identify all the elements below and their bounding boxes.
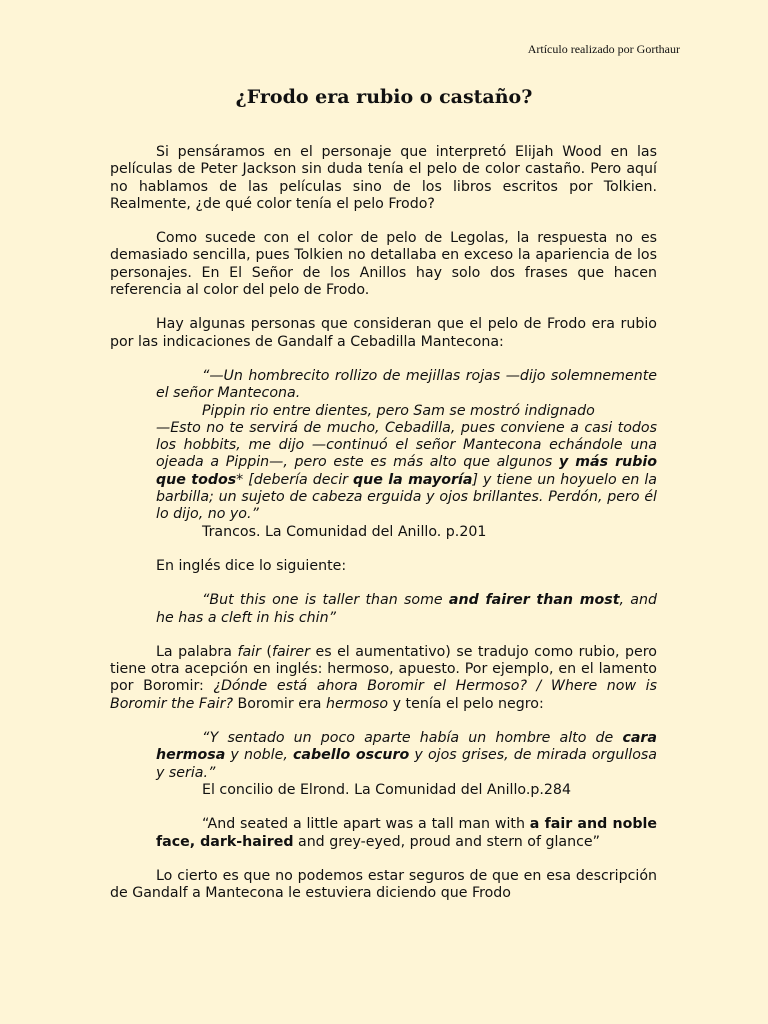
quote-line: —Esto no te servirá de mucho, Cebadilla, pues conviene a casi todos los hobbits, me dijo —continuó el señor Mantecona echándole una ojeada a Pippin—, pero este es más alto que algunos y más rubio que todos* [debería decir que la mayoría] y tiene un hoyuelo en la barbilla; un sujeto de cabeza erguida y ojos brillantes. Perdón, pero él lo dijo, no yo.”: [156, 419, 657, 523]
article-body: [110, 144, 657, 919]
paragraph-conclusion: Lo cierto es que no podemos estar seguros de que en esa descripción de Gandalf a Mantecona le estuviera diciendo que Frodo: [110, 867, 657, 902]
article-title: ¿Frodo era rubio o castaño?: [235, 86, 533, 108]
lament-quote: ¿Dónde está ahora Boromir el Hermoso? / Where now is Boromir the Fair?: [110, 678, 657, 712]
quote-emphasis: a fair and noble face, dark-haired: [156, 816, 657, 850]
quote-line: “Y sentado un poco aparte había un hombre alto de cara hermosa y noble, cabello oscuro y ojos grises, de mirada orgullosa y seria.”: [156, 730, 657, 781]
quote-source: Trancos. La Comunidad del Anillo. p.201: [202, 523, 487, 540]
paragraph-gandalf: Hay algunas personas que consideran que el pelo de Frodo era rubio por las indicaciones de Gandalf a Cebadilla Mantecona:: [110, 316, 657, 350]
quote-mantecona: [156, 368, 657, 541]
quote-english-frodo: [156, 592, 657, 627]
quote-emphasis: and fairer than most: [448, 592, 620, 609]
quote-source: El concilio de Elrond. La Comunidad del Anillo.p.284: [202, 781, 571, 798]
quote-line: “But this one is taller than some and fairer than most, and he has a cleft in his chin”: [156, 592, 657, 626]
paragraph-legolas: Como sucede con el color de pelo de Legolas, la respuesta no es demasiado sencilla, pues Tolkien no detallaba en exceso la apariencia de los personajes. En El Señor de los Anillos hay solo dos frases que hacen referencia al color del pelo de Frodo.: [110, 230, 657, 299]
quote-emphasis: y más rubio que todos: [156, 454, 657, 488]
quote-line: “And seated a little apart was a tall man with a fair and noble face, dark-haired and grey-eyed, proud and stern of glance”: [156, 816, 657, 850]
quote-line: “—Un hombrecito rollizo de mejillas rojas —dijo solemnemente el señor Mantecona.: [156, 367, 657, 402]
paragraph-english: En inglés dice lo siguiente:: [156, 557, 347, 574]
quote-emphasis: cara hermosa: [156, 730, 657, 764]
quote-boromir: [156, 730, 657, 799]
paragraph-fair: La palabra fair (fairer es el aumentativo) se tradujo como rubio, pero tiene otra acepción en inglés: hermoso, apuesto. Por ejemplo, en el lamento por Boromir: ¿Dónde está ahora Boromir el Hermoso? / Where now is Boromir the Fair? Boromir era hermoso y tenía el pelo negro:: [110, 643, 657, 712]
quote-english-boromir: [156, 816, 657, 851]
paragraph-intro: Si pensáramos en el personaje que interpretó Elijah Wood en las películas de Peter Jackson sin duda tenía el pelo de color castaño. Pero aquí no hablamos de las películas sino de los libros escritos por Tolkien. Realmente, ¿de qué color tenía el pelo Frodo?: [110, 144, 657, 212]
quote-emphasis: cabello oscuro: [293, 747, 410, 764]
quote-line: Pippin rio entre dientes, pero Sam se mostró indignado: [202, 402, 595, 419]
author-credit: Artículo realizado por Gorthaur: [527, 42, 680, 56]
quote-emphasis: que la mayoría: [353, 471, 473, 488]
